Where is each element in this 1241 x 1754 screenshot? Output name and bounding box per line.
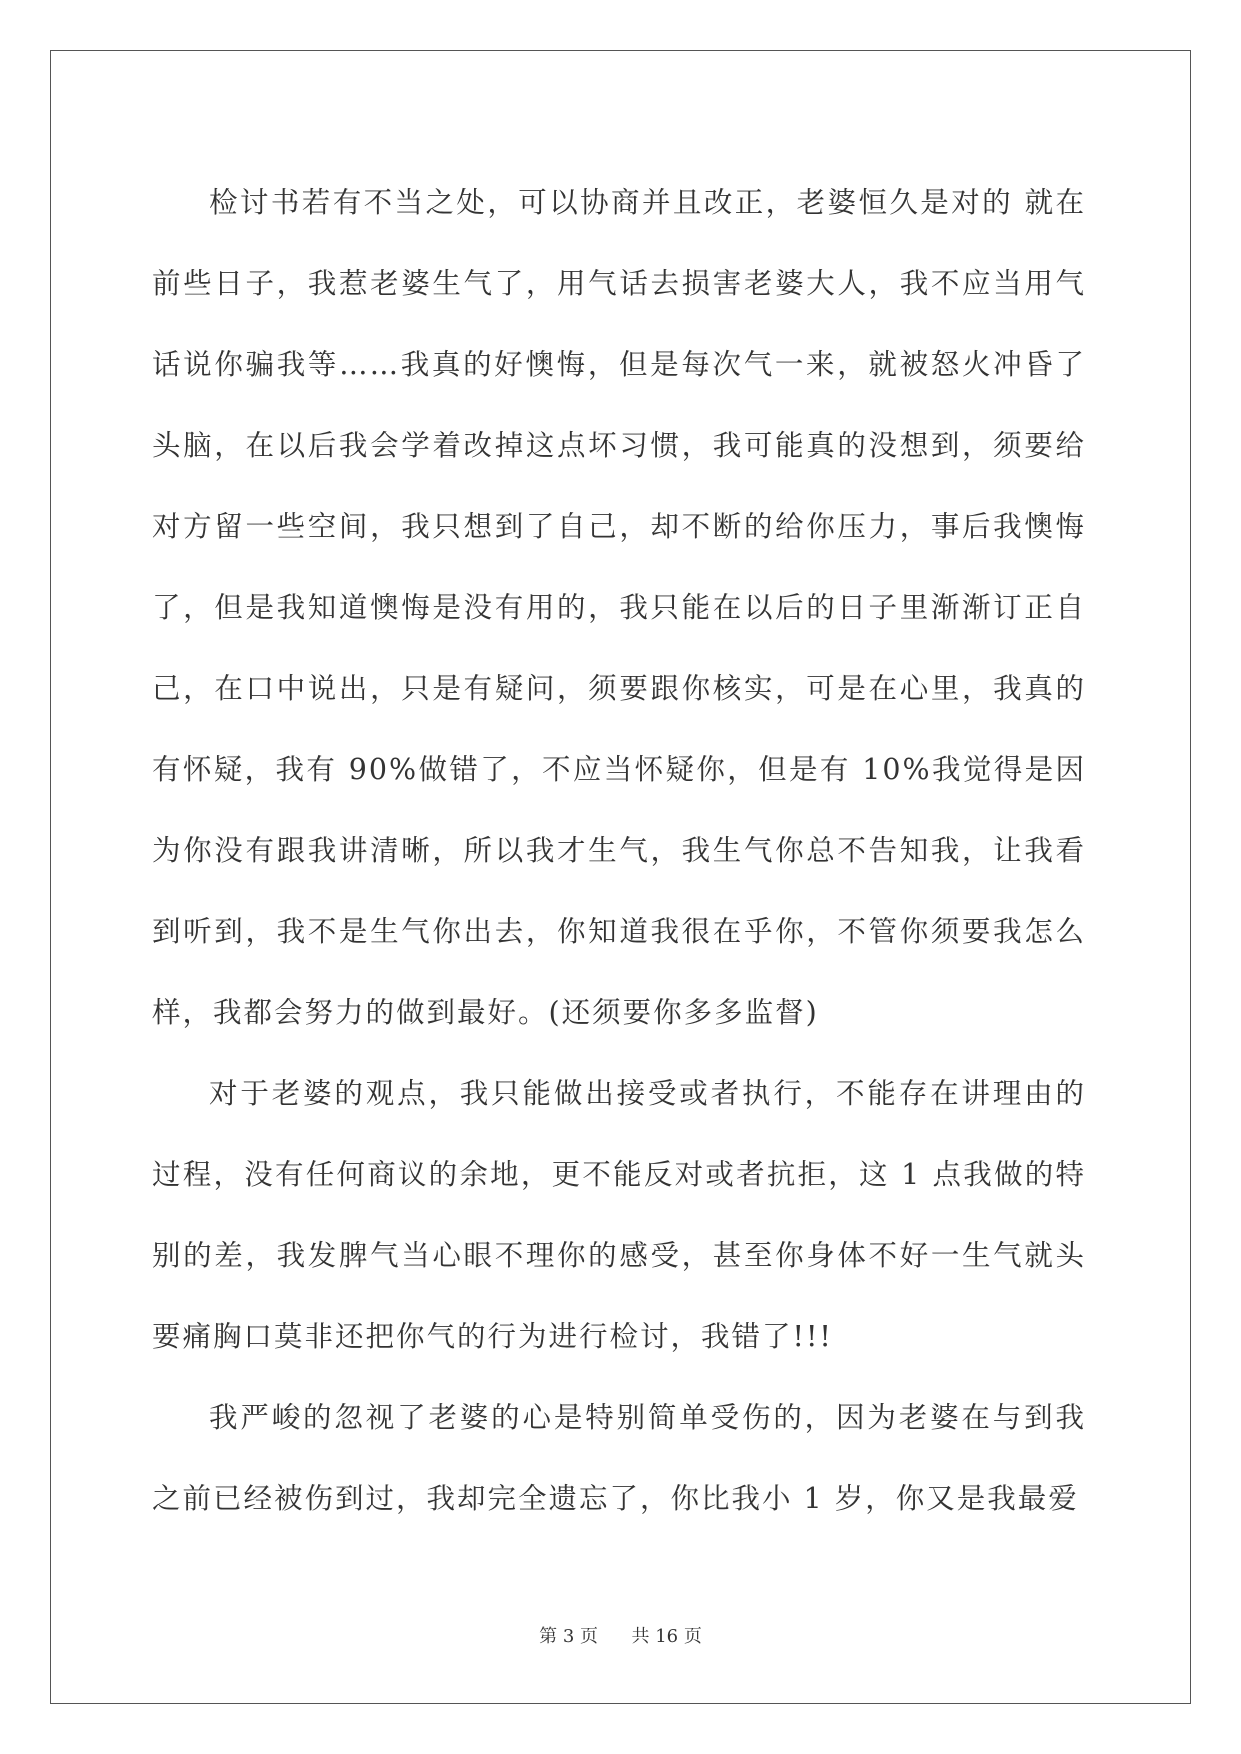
paragraph: 我严峻的忽视了老婆的心是特别简单受伤的，因为老婆在与到我之前已经被伤到过，我却完全遗忘了，你比我小 1 岁，你又是我最爱 [152,1401,1086,1515]
paragraph: 检讨书若有不当之处，可以协商并且改正，老婆恒久是对的 就在前些日子，我惹老婆生气了，用气话去损害老婆大人，我不应当用气话说你骗我等……我真的好懊悔，但是每次气一来，就被怒火冲昏了头脑，在以后我会学着改掉这点坏习惯，我可能真的没想到，须要给对方留一些空间，我只想到了自己，却不断的给你压力，事后我懊悔了，但是我知道懊悔是没有用的，我只能在以后的日子里渐渐订正自己，在口中说出，只是有疑问，须要跟你核实，可是在心里，我真的有怀疑，我有 90%做错了，不应当怀疑你，但是有 10%我觉得是因为你没有跟我讲清晰，所以我才生气，我生气你总不告知我，让我看到听到，我不是生气你出去，你知道我很在乎你，不管你须要我怎么样，我都会努力的做到最好。(还须要你多多监督) [152,186,1086,1029]
page-number: 第 3 页 [539,1626,599,1647]
page-total: 共 16 页 [631,1626,702,1647]
page-footer [0,1622,1241,1648]
paragraph: 对于老婆的观点，我只能做出接受或者执行，不能存在讲理由的过程，没有任何商议的余地，更不能反对或者抗拒，这 1 点我做的特别的差，我发脾气当心眼不理你的感受，甚至你身体不好一生气就头要痛胸口莫非还把你气的行为进行检讨，我错了!!! [152,1077,1086,1353]
document-body [152,162,1086,1539]
